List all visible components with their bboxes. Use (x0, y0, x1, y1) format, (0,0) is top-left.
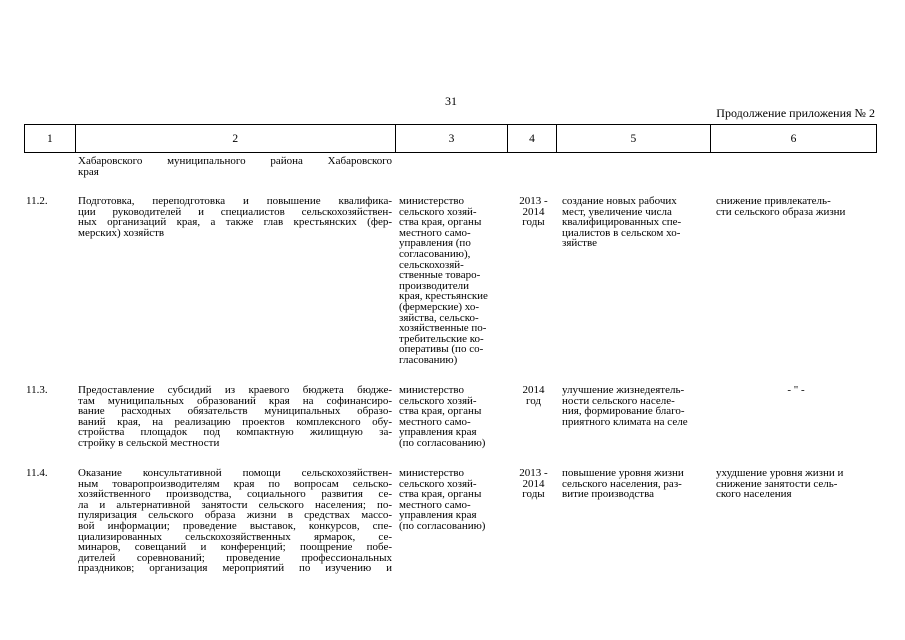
table-header (24, 124, 877, 153)
result-line: создание новых рабочих (562, 195, 677, 207)
text-line: мерских) хозяйств (78, 226, 165, 239)
result-line: квалифицированных спе- (562, 216, 682, 229)
exec-line: управления края (399, 426, 477, 439)
exec-line: согласованию), (399, 247, 471, 260)
text-line: ным товаропроизводителям края по вопросам сельско- (78, 477, 392, 490)
exec-line: производители (399, 279, 469, 292)
exec-line: сельского хозяй- (399, 477, 477, 490)
ditto-mark: - " - (787, 384, 805, 396)
result-line: витие производства (562, 488, 655, 501)
term-line: 2013 - (519, 195, 548, 207)
exec-line: министерство (399, 467, 465, 479)
exec-line: сельскохозяй- (399, 258, 464, 271)
text-line: пуляризация сельского образа жизни в средствах массо- (78, 509, 392, 522)
exec-line: управления (по (399, 237, 471, 250)
row-text (78, 196, 392, 238)
row-consequence (716, 196, 876, 217)
result-line: сельского населения, раз- (562, 477, 682, 490)
exec-line: министерство (399, 384, 465, 396)
consequence-line: ского населения (716, 488, 792, 501)
exec-line: (по согласованию) (399, 436, 486, 449)
text-line: ваний края, на реализацию проектов комплексного обу- (78, 415, 392, 428)
text-line: Оказание консультативной помощи сельскохозяйствен- (78, 467, 392, 479)
text-line: Хабаровского муниципального района Хабаровского (78, 155, 392, 167)
row-consequence (716, 468, 876, 500)
exec-line: сельского хозяй- (399, 205, 477, 218)
result-line: ния, формирование благо- (562, 405, 685, 418)
row-term (512, 385, 555, 406)
row-text (78, 468, 392, 574)
exec-line: ства края, органы (399, 488, 482, 501)
text-line: ных организаций края, а также глав крестьянских (фер- (78, 216, 392, 229)
exec-line: местного само- (399, 498, 471, 511)
row-result (562, 196, 712, 249)
text-line: циализированных сельскохозяйственных ярмарок, се- (78, 530, 392, 543)
text-line: минаров, совещаний и конференций; поощрение побе- (78, 541, 392, 554)
page-number: 31 (445, 94, 457, 108)
consequence-line: ухудшение уровня жизни и (716, 467, 844, 479)
consequence-line: снижение привлекатель- (716, 195, 831, 207)
continuation-label: Продолжение приложения № 2 (716, 106, 875, 120)
exec-line: ства края, органы (399, 216, 482, 229)
exec-line: гласованию) (399, 353, 458, 366)
carryover-text (78, 156, 392, 177)
term-line: год (525, 394, 542, 407)
row-executor (399, 196, 511, 366)
text-line: края (78, 165, 99, 178)
row-text (78, 385, 392, 449)
text-line: там муниципальных образований края на софинансиро- (78, 394, 392, 407)
text-line: Подготовка, переподготовка и повышение квалифика- (78, 195, 392, 207)
exec-line: ства края, органы (399, 405, 482, 418)
exec-line: сельского хозяй- (399, 394, 477, 407)
row-number: 11.2. (26, 195, 48, 207)
exec-line: министерство (399, 195, 465, 207)
row-consequence (716, 385, 876, 396)
exec-line: оперативы (по со- (399, 343, 484, 356)
header-col-5: 5 (556, 125, 710, 153)
row-executor (399, 385, 511, 449)
text-line: стройку в сельской местности (78, 436, 220, 449)
term-line: 2013 - (519, 467, 548, 479)
result-line: ности сельского населе- (562, 394, 675, 407)
consequence-line: снижение занятости сель- (716, 477, 838, 490)
header-col-6: 6 (710, 125, 876, 153)
exec-line: (по согласованию) (399, 519, 486, 532)
text-line: ла и альтернативной занятости сельского населения; по- (78, 498, 392, 511)
text-line: праздников; организация мероприятий по изучению и (78, 562, 392, 575)
term-line: годы (522, 216, 545, 229)
consequence-line: сти сельского образа жизни (716, 205, 846, 218)
exec-line: управления края (399, 509, 477, 522)
term-line: 2014 (522, 384, 545, 396)
text-line: ции руководителей и специалистов сельскохозяйствен- (78, 205, 392, 218)
row-term (512, 468, 555, 500)
exec-line: местного само- (399, 226, 471, 239)
row-result (562, 468, 712, 500)
exec-line: края, крестьянские (399, 290, 488, 303)
text-line: вой информации; проведение выставок, конкурсов, спе- (78, 519, 392, 532)
exec-line: ственные товаро- (399, 269, 481, 282)
result-line: повышение уровня жизни (562, 467, 684, 479)
result-line: улучшение жизнедеятель- (562, 384, 685, 396)
exec-line: зяйства, сельско- (399, 311, 479, 324)
term-line: 2014 (522, 205, 545, 218)
result-line: зяйстве (562, 237, 597, 250)
exec-line: (фермерские) хо- (399, 300, 480, 313)
row-result (562, 385, 712, 427)
header-col-2: 2 (75, 125, 395, 153)
term-line: годы (522, 488, 545, 501)
term-line: 2014 (522, 477, 545, 490)
row-number: 11.3. (26, 384, 48, 396)
text-line: хозяйственного производства, социального развития се- (78, 488, 392, 501)
text-line: вание расходных обязательств муниципальных образо- (78, 405, 392, 418)
row-term (512, 196, 555, 228)
exec-line: требительские ко- (399, 332, 484, 345)
exec-line: местного само- (399, 415, 471, 428)
row-number: 11.4. (26, 467, 48, 479)
text-line: стройства площадок под компактную жилищную за- (78, 426, 392, 439)
exec-line: хозяйственные по- (399, 322, 487, 335)
header-col-3: 3 (395, 125, 507, 153)
row-executor (399, 468, 511, 532)
result-line: циалистов в сельском хо- (562, 226, 681, 239)
header-col-1: 1 (25, 125, 76, 153)
text-line: Предоставление субсидий из краевого бюджета бюдже- (78, 384, 392, 396)
header-col-4: 4 (508, 125, 557, 153)
result-line: мест, увеличение числа (562, 205, 672, 218)
result-line: приятного климата на селе (562, 415, 688, 428)
text-line: дителей соревнований; проведение профессиональных (78, 551, 392, 564)
